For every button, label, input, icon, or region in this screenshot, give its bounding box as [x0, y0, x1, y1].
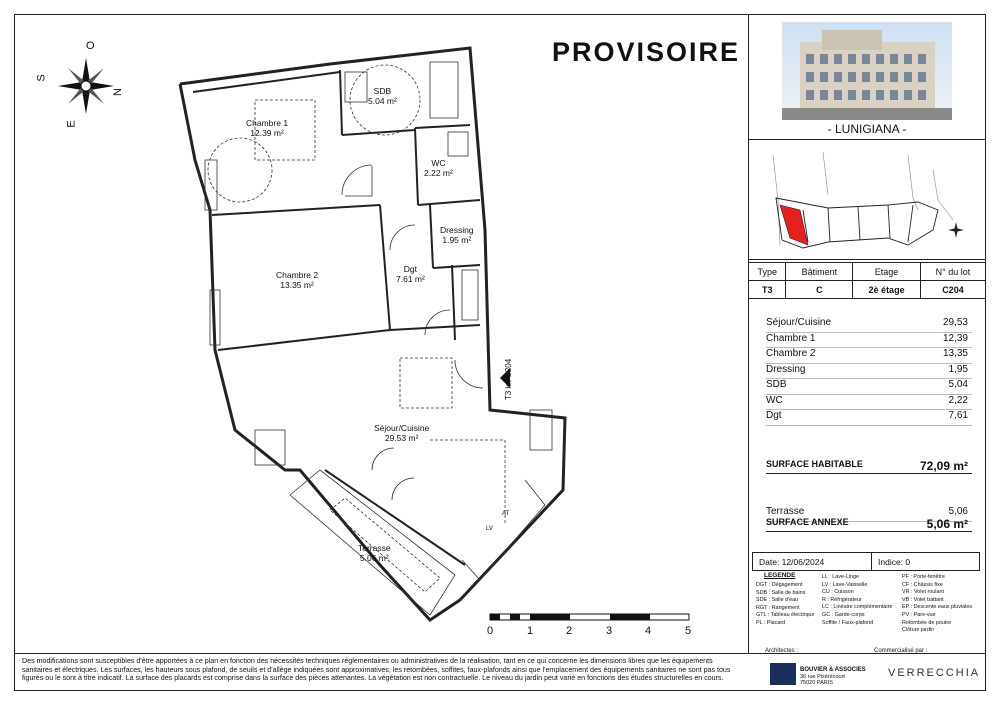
divider: [748, 139, 986, 140]
compass-label: N: [111, 88, 124, 96]
surface-habitable-row: SURFACE HABITABLE 72,09 m²: [766, 459, 972, 474]
scale-tick: 3: [606, 625, 613, 637]
lot-type: T3: [749, 281, 786, 299]
surface-row: Dressing 1,95: [766, 364, 972, 380]
scale-tick: 5: [685, 625, 692, 637]
compass-icon: [58, 58, 114, 114]
lot-header: Bâtiment: [786, 263, 853, 281]
legend-column: PF : Porte-fenêtre CF : Châssis fixe VR : Volet roulant VB : Volet battant EP : Descente eaux pluviales PV : Pare-vue Retombée de poutre Clôture jardin: [902, 574, 973, 634]
scale-tick: 4: [645, 625, 652, 637]
key-plan: [768, 150, 973, 255]
plan-date: Date: 12/06/2024: [753, 553, 872, 570]
project-name: - LUNIGIANA -: [827, 122, 907, 136]
lot-number: C204: [920, 281, 985, 299]
lot-header: Etage: [853, 263, 921, 281]
lot-floor: 2è étage: [853, 281, 921, 299]
surface-row: Chambre 1 12,39: [766, 333, 972, 349]
building-photo: [782, 22, 952, 120]
architect-info: BOUVIER & ASSOCIES 36 rue Pixérécourt 75020 PARIS: [800, 667, 866, 686]
plan-index: Indice: 0: [878, 556, 911, 567]
room-label: Dressing 1.95 m²: [440, 225, 474, 245]
divider: [748, 259, 986, 260]
scale-bar: [490, 614, 689, 620]
room-label: Dgt 7.61 m²: [396, 264, 425, 284]
compass-label: E: [65, 120, 78, 128]
room-label: Chambre 2 13.35 m²: [276, 270, 319, 290]
surface-row: SDB 5,04: [766, 379, 972, 395]
lot-header: N° du lot: [920, 263, 985, 281]
architects-label: Architectes :: [765, 648, 799, 654]
scale-tick: 0: [487, 625, 494, 637]
marketer-label: Commercialisé par :: [874, 648, 928, 654]
surface-row: WC 2,22: [766, 395, 972, 411]
divider: [14, 653, 986, 654]
compass-label: O: [86, 40, 95, 52]
scale-tick: 2: [566, 625, 573, 637]
surface-annexe-row: SURFACE ANNEXE 5,06 m²: [766, 517, 972, 532]
legend: [752, 572, 978, 634]
marketer-logo: VERRECCHIA: [888, 667, 981, 679]
page-title: PROVISOIRE: [552, 37, 741, 67]
lot-building: C: [786, 281, 853, 299]
disclaimer-text: Des modifications sont susceptibles d'être apportées à ce plan en fonction des nécessités techniques réglementaires ou administratives de la réalisation, tant en ce qui concerne les dimensions libres que les équipements sanitaires et électriques. Les surfaces, les hauteurs sous plafond, de seuils et d'allège indiquées sont approximatives; les retombées, soffites, faux-plafonds ainsi que l'emplacement des équipements sanitaires ne sont pas tous figurés ou le sont à titre indicatif. La surface des placards est comprise dans la surface des pièces attenantes. La végétation est non contractuelle. Le niveau du jardin peut varié en fonctions des études structurelles en cours.: [22, 657, 731, 683]
cabinet-label: AT: [502, 511, 510, 517]
date-box: [752, 552, 980, 571]
room-label: Terrasse 5.06 m²: [358, 543, 391, 563]
scale-tick: 1: [527, 625, 534, 637]
cabinet-label: LV: [486, 526, 493, 532]
architect-logo-icon: [770, 663, 796, 685]
surface-list: [766, 317, 972, 426]
surface-row: Séjour/Cuisine 29,53: [766, 317, 972, 333]
legend-column: LL : Lave-Linge LV : Lave-Vaisselle CU : Cuisson R : Réfrigérateur LC : Linéaire complémentaire GC : Garde-corps Soffite / Faux-plafond: [822, 574, 893, 626]
lot-entrance-label: T3 lot C204: [504, 358, 514, 401]
surface-row: Chambre 2 13,35: [766, 348, 972, 364]
surface-row: Terrasse 5,06: [766, 506, 972, 522]
room-label: WC 2.22 m²: [424, 158, 453, 178]
room-label: SDB 5.04 m²: [368, 86, 397, 106]
lot-header: Type: [749, 263, 786, 281]
compass-label: S: [35, 74, 48, 82]
surface-row: Dgt 7,61: [766, 410, 972, 426]
room-label: Séjour/Cuisine 29.53 m²: [374, 423, 430, 443]
room-label: Chambre 1 12.39 m²: [246, 118, 289, 138]
legend-column: DGT : Dégagement SDB : Salle de bains SDE : Salle d'eau RGT : Rangement GTL : Tableau électrique PL : Placard: [756, 582, 815, 626]
lot-table: [748, 262, 986, 299]
legend-title: LEGENDE: [764, 572, 796, 579]
